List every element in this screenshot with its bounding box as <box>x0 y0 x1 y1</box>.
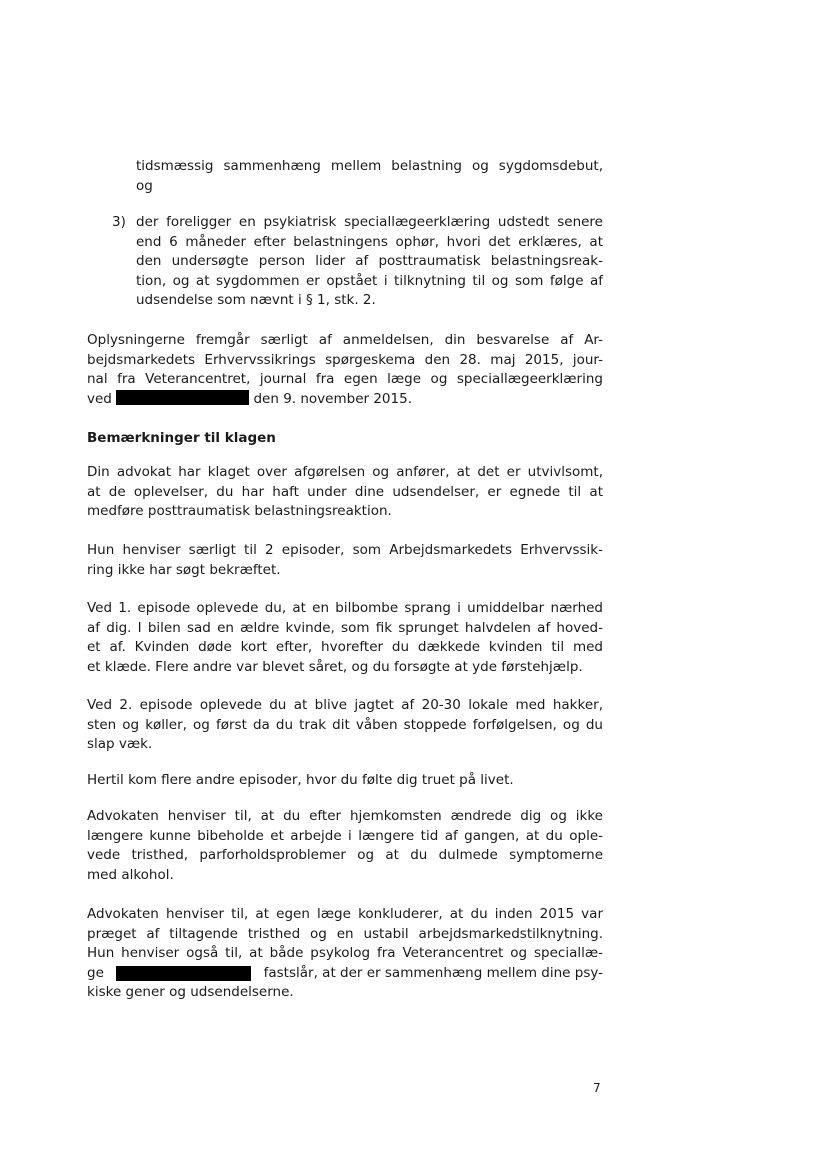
paragraph-hertil <box>87 771 603 791</box>
text-line: sten og køller, og først da du trak dit våben stoppede forfølgelsen, og du <box>87 716 603 733</box>
text-line: der foreligger en psykiatrisk speciallægeerklæring udstedt senere <box>136 214 603 230</box>
paragraph-hjemkomst <box>87 807 603 885</box>
paragraph-egen-laege <box>87 905 603 1003</box>
text-line: nal fra Veterancentret, journal fra egen læge og speciallægeerklæring <box>87 371 603 388</box>
text-line: Oplysningerne fremgår særligt af anmeldelsen, din besvarelse af Ar- <box>87 332 603 348</box>
text-fragment: ved <box>87 390 112 407</box>
text-line: den undersøgte person lider af posttraumatisk belastningsreak- <box>136 253 603 270</box>
text-line: og <box>136 177 153 194</box>
redaction-bar <box>116 966 251 981</box>
text-line: Hertil kom flere andre episoder, hvor du følte dig truet på livet. <box>87 772 514 788</box>
text-line: ring ikke har søgt bekræftet. <box>87 561 281 578</box>
text-line: medføre posttraumatisk belastningsreaktion. <box>87 503 392 520</box>
text-fragment: fastslår, at der er sammenhæng mellem dine psy- <box>263 964 603 981</box>
text-line: kiske gener og udsendelserne. <box>87 984 294 1001</box>
text-line: længere kunne bibeholde et arbejde i længere tid af gangen, at du ople- <box>87 827 603 844</box>
paragraph-episode-1 <box>87 599 603 677</box>
page-number: 7 <box>593 1081 601 1095</box>
text-line: af dig. I bilen sad en ældre kvinde, som fik sprunget halvdelen af hoved- <box>87 619 603 636</box>
text-line: præget af tiltagende tristhed og en ustabil arbejdsmarkedstilknytning. <box>87 925 603 942</box>
text-line: med alkohol. <box>87 866 174 883</box>
text-line: bejdsmarkedets Erhvervssikrings spørgeskema den 28. maj 2015, jour- <box>87 351 603 368</box>
text-line: vede tristhed, parforholdsproblemer og at du dulmede symptomerne <box>87 847 603 864</box>
text-line: Advokaten henviser til, at du efter hjemkomsten ændrede dig og ikke <box>87 808 603 824</box>
text-line: slap væk. <box>87 736 153 753</box>
paragraph-episode-2 <box>87 696 603 755</box>
text-line: end 6 måneder efter belastningens ophør, hvori det erklæres, at <box>136 233 603 250</box>
text-line: Hun henviser også til, at både psykolog fra Veterancentret og speciallæ- <box>87 945 603 962</box>
list-number: 3) <box>112 214 126 230</box>
text-line: tion, og at sygdommen er opstået i tilknytning til og som følge af <box>136 272 603 289</box>
redaction-bar <box>116 390 249 405</box>
text-line: Din advokat har klaget over afgørelsen og anfører, at det er utvivlsomt, <box>87 464 603 480</box>
paragraph-episoder <box>87 541 603 580</box>
text-line: at de oplevelser, du har haft under dine udsendelser, er egnede til at <box>87 483 603 500</box>
text-line: udsendelse som nævnt i § 1, stk. 2. <box>136 292 376 309</box>
heading-text: Bemærkninger til klagen <box>87 430 276 446</box>
text-line <box>87 390 603 410</box>
text-line: Advokaten henviser til, at egen læge konkluderer, at du inden 2015 var <box>87 906 603 922</box>
list-item-continuation <box>136 157 603 196</box>
paragraph-oplysninger <box>87 331 603 409</box>
section-heading <box>87 429 603 449</box>
text-line: et klæde. Flere andre var blevet såret, og du forsøgte at yde førstehjælp. <box>87 658 583 675</box>
text-line: tidsmæssig sammenhæng mellem belastning og sygdomsdebut, <box>136 158 603 174</box>
text-line <box>87 964 603 984</box>
text-fragment: ge <box>87 964 104 981</box>
text-line: Ved 1. episode oplevede du, at en bilbombe sprang i umiddelbar nærhed <box>87 600 603 616</box>
text-line: Hun henviser særligt til 2 episoder, som Arbejdsmarkedets Erhvervssik- <box>87 542 603 558</box>
text-line: et af. Kvinden døde kort efter, hvorefter du dækkede kvinden til med <box>87 639 603 656</box>
text-fragment: den 9. november 2015. <box>253 390 412 407</box>
paragraph-advokat <box>87 463 603 522</box>
list-item-3 <box>136 213 603 311</box>
text-line: Ved 2. episode oplevede du at blive jagtet af 20-30 lokale med hakker, <box>87 697 603 713</box>
